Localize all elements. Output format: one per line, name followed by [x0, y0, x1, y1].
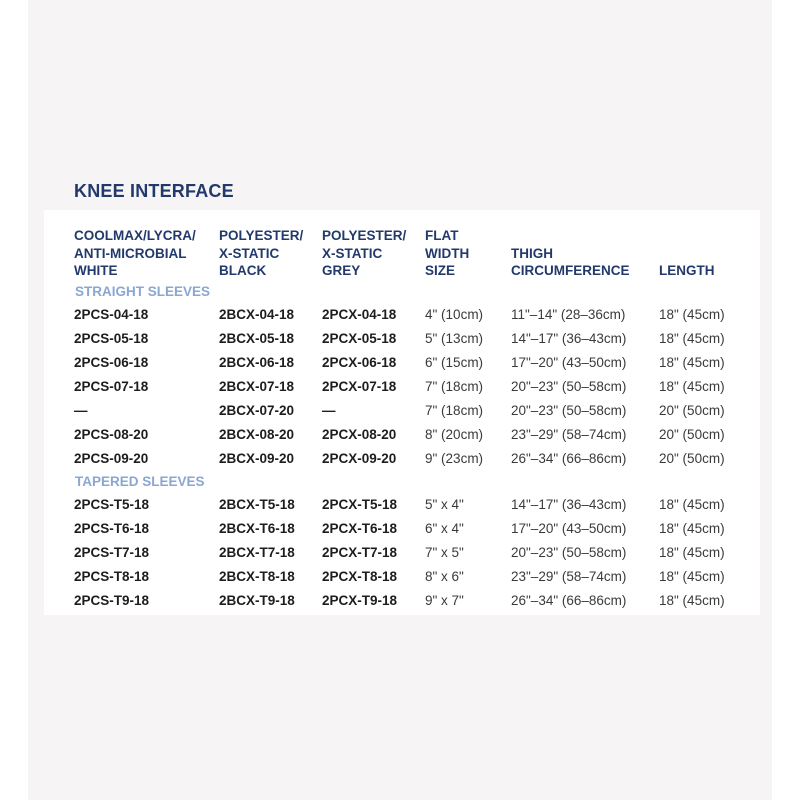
thigh-circumference: 20"–23" (50–58cm): [511, 379, 627, 394]
length: 18" (45cm): [659, 545, 725, 560]
table-row: [0, 543, 800, 567]
header-grey: [322, 227, 406, 280]
thigh-circumference: 20"–23" (50–58cm): [511, 403, 627, 418]
header-line: SIZE: [425, 263, 456, 278]
length: 20" (50cm): [659, 403, 725, 418]
part-number: 2PCX-T9-18: [322, 593, 398, 608]
part-number: 2BCX-05-18: [219, 331, 295, 346]
part-number: —: [74, 403, 88, 418]
part-number: 2PCX-T5-18: [322, 497, 398, 512]
part-number: 2PCS-T5-18: [74, 497, 150, 512]
header-line: X-STATIC: [219, 245, 280, 261]
length: 18" (45cm): [659, 331, 725, 346]
part-number: 2BCX-06-18: [219, 355, 295, 370]
part-number: 2PCX-T6-18: [322, 521, 398, 536]
header-line: GREY: [322, 263, 361, 278]
part-number: 2PCX-05-18: [322, 331, 397, 346]
header-line: CIRCUMFERENCE: [511, 263, 630, 278]
table-row: [0, 329, 800, 353]
length: 20" (50cm): [659, 451, 725, 466]
part-number: 2PCX-07-18: [322, 379, 397, 394]
flat-width: 7" (18cm): [425, 379, 484, 394]
header-line: LENGTH: [659, 263, 715, 278]
thigh-circumference: 11"–14" (28–36cm): [511, 307, 626, 322]
thigh-circumference: 26"–34" (66–86cm): [511, 451, 627, 466]
part-number: 2BCX-T5-18: [219, 497, 295, 512]
part-number: 2BCX-07-18: [219, 379, 295, 394]
length: 20" (50cm): [659, 427, 725, 442]
section-label: TAPERED SLEEVES: [75, 474, 205, 489]
thigh-circumference: 26"–34" (66–86cm): [511, 593, 627, 608]
length: 18" (45cm): [659, 497, 725, 512]
page-title: KNEE INTERFACE: [74, 181, 234, 201]
table-row: [0, 425, 800, 449]
thigh-circumference: 14"–17" (36–43cm): [511, 497, 627, 512]
part-number: 2BCX-09-20: [219, 451, 295, 466]
thigh-circumference: 23"–29" (58–74cm): [511, 569, 627, 584]
part-number: 2PCS-05-18: [74, 331, 149, 346]
part-number: 2BCX-07-20: [219, 403, 295, 418]
header-length: [659, 262, 715, 280]
length: 18" (45cm): [659, 593, 725, 608]
table-row: [0, 591, 800, 615]
header-line: POLYESTER/: [219, 228, 304, 243]
part-number: 2BCX-T8-18: [219, 569, 295, 584]
table-row: [0, 567, 800, 591]
part-number: 2PCS-04-18: [74, 307, 149, 322]
header-line: THIGH: [511, 245, 553, 261]
flat-width: 5" x 4": [425, 497, 464, 512]
flat-width: 6" x 4": [425, 521, 464, 536]
part-number: 2PCS-09-20: [74, 451, 149, 466]
table-row: [0, 305, 800, 329]
part-number: 2BCX-T6-18: [219, 521, 295, 536]
header-line: WHITE: [74, 263, 118, 278]
part-number: 2BCX-T9-18: [219, 593, 295, 608]
thigh-circumference: 17"–20" (43–50cm): [511, 355, 627, 370]
part-number: 2PCS-T7-18: [74, 545, 150, 560]
flat-width: 9" (23cm): [425, 451, 484, 466]
header-line: BLACK: [219, 263, 267, 278]
length: 18" (45cm): [659, 569, 725, 584]
table-row: [0, 519, 800, 543]
flat-width: 6" (15cm): [425, 355, 484, 370]
length: 18" (45cm): [659, 307, 725, 322]
length: 18" (45cm): [659, 379, 725, 394]
part-number: 2PCS-T9-18: [74, 593, 150, 608]
thigh-circumference: 17"–20" (43–50cm): [511, 521, 627, 536]
thigh-circumference: 14"–17" (36–43cm): [511, 331, 627, 346]
part-number: 2PCX-T7-18: [322, 545, 398, 560]
part-number: 2PCX-09-20: [322, 451, 397, 466]
table-row: [0, 495, 800, 519]
header-black: [219, 227, 303, 280]
table-row: [0, 449, 800, 473]
flat-width: 7" (18cm): [425, 403, 484, 418]
flat-width: 8" x 6": [425, 569, 464, 584]
thigh-circumference: 20"–23" (50–58cm): [511, 545, 627, 560]
header-line: ANTI-MICROBIAL: [74, 245, 187, 261]
part-number: 2BCX-08-20: [219, 427, 295, 442]
header-thigh: [511, 245, 630, 280]
part-number: 2PCX-06-18: [322, 355, 397, 370]
table-row: [0, 377, 800, 401]
thigh-circumference: 23"–29" (58–74cm): [511, 427, 627, 442]
length: 18" (45cm): [659, 355, 725, 370]
header-line: X-STATIC: [322, 245, 383, 261]
header-line: POLYESTER/: [322, 228, 407, 243]
part-number: 2BCX-04-18: [219, 307, 295, 322]
table-row: [0, 353, 800, 377]
part-number: 2PCX-04-18: [322, 307, 397, 322]
part-number: 2PCS-T8-18: [74, 569, 150, 584]
part-number: 2PCS-07-18: [74, 379, 149, 394]
flat-width: 5" (13cm): [425, 331, 484, 346]
table-row: [0, 401, 800, 425]
section-label: STRAIGHT SLEEVES: [75, 284, 211, 299]
part-number: 2BCX-T7-18: [219, 545, 295, 560]
part-number: 2PCS-08-20: [74, 427, 149, 442]
part-number: 2PCS-T6-18: [74, 521, 150, 536]
header-line: FLAT: [425, 228, 459, 243]
flat-width: 7" x 5": [425, 545, 464, 560]
part-number: —: [322, 403, 336, 418]
part-number: 2PCS-06-18: [74, 355, 149, 370]
flat-width: 8" (20cm): [425, 427, 484, 442]
flat-width: 4" (10cm): [425, 307, 484, 322]
header-flat-width: [425, 227, 469, 280]
header-line: COOLMAX/LYCRA/: [74, 228, 196, 243]
flat-width: 9" x 7": [425, 593, 464, 608]
header-white: [74, 227, 196, 280]
part-number: 2PCX-T8-18: [322, 569, 398, 584]
header-line: WIDTH: [425, 245, 470, 261]
length: 18" (45cm): [659, 521, 725, 536]
part-number: 2PCX-08-20: [322, 427, 397, 442]
